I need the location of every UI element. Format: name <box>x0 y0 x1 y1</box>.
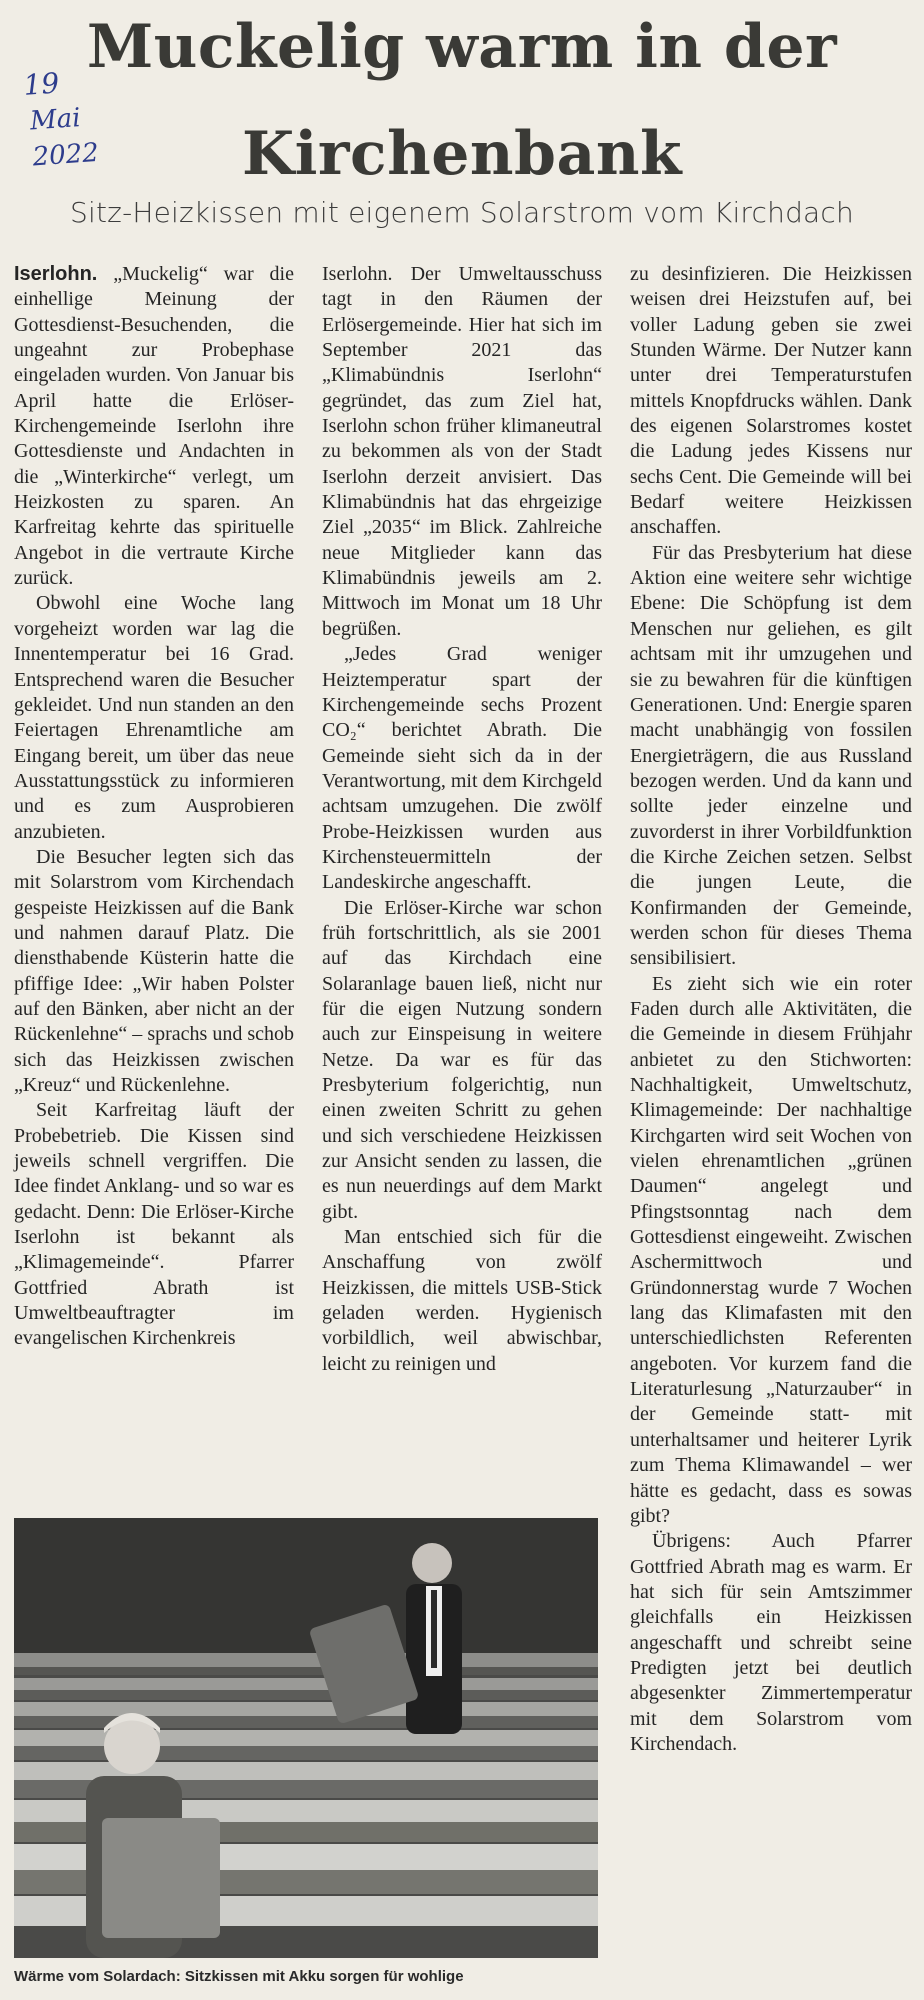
paragraph: Man entschied sich für die Anschaffung von zwölf Heizkissen, die mittels USB-Stick geladen werden. Hygienisch vorbildlich, weil abwischbar, leicht zu reinigen und <box>322 1226 602 1375</box>
church-pews-photo <box>14 1518 598 1958</box>
handwritten-month-year: Mai 2022 <box>29 103 100 173</box>
article-column-2 <box>322 262 602 1377</box>
paragraph: Obwohl eine Woche lang vorgeheizt worden war lag die Innentemperatur bei 16 Grad. Entsprechend waren die Besucher gekleidet. Und nun standen an den Feiertagen Ehrenamtliche am Eingang bereit, um über das neue Ausstattungsstück zu informieren und es zum Ausprobieren anzubieten. <box>14 592 294 843</box>
article-photo <box>14 1518 598 1958</box>
paragraph: Seit Karfreitag läuft der Probebetrieb. Die Kissen sind jeweils schnell vergriffen. Die Idee findet Anklang- und so war es gedacht. Denn: Die Erlöser-Kirche Iserlohn ist bekannt als „Klimagemeinde“. Pfarrer Gottfried Abrath ist Umweltbeauftragter im evangelischen Kirchenkreis <box>14 1099 294 1350</box>
paragraph-text: „Muckelig“ war die einhellige Meinung der Gottesdienst-Besuchenden, die ungeahnt zur Probephase eingeladen wurden. Von Januar bis April hatte die Erlöser-Kirchengemeinde Iserlohn ihre Gottesdienste und Andachten in die „Winterkirche“ verlegt, um Heizkosten zu sparen. An Karfreitag kehrte das spirituelle Angebot in die vertraute Kirche zurück. <box>14 263 294 590</box>
paragraph: Es zieht sich wie ein roter Faden durch alle Aktivitäten, die die Gemeinde in diesem Frühjahr anbietet zu den Stichworten: Nachhaltigkeit, Umweltschutz, Klimagemeinde: Der nachhaltige Kirchgarten wird seit Wochen von vielen ehrenamtlichen „grünen Daumen“ angelegt und Pfingstsonntag nach dem Gottesdienst eingeweiht. Zwischen Aschermittwoch und Gründonnerstag wurde 7 Wochen lang das Klimafasten mit den unterschiedlichsten Referenten angeboten. Vor kurzem fand die Literaturlesung „Naturzauber“ in der Gemeinde statt- mit unterhaltsamer und heiterer Lyrik zum Thema Klimawandel – wer hätte es gedacht, dass es sowas gibt? <box>630 972 912 1527</box>
paragraph: Übrigens: Auch Pfarrer Gottfried Abrath mag es warm. Er hat sich für sein Amtszimmer gleichfalls ein Heizkissen angeschafft und schreibt seine Predigten jetzt bei deutlich abgesenkter Zimmertemperatur mit dem Solarstrom vom Kirchendach. <box>630 1530 912 1755</box>
paragraph: Für das Presbyterium hat diese Aktion eine weitere sehr wichtige Ebene: Die Schöpfung ist dem Menschen nur geliehen, es gilt achtsam mit ihr umzugehen und sie zu bewahren für die künftigen Generationen. Und: Energie sparen macht unabhängig von fossilen Energieträgern, die aus Russland bezogen werden. Und da kann und sollte jeder einzelne und zuvorderst in ihrer Vorbildfunktion die Kirche Zeichen setzen. Selbst die jungen Leute, die Konfirmanden der Gemeinde, werden schon für dieses Thema sensibilisiert. <box>630 541 912 970</box>
handwritten-day: 19 <box>22 66 61 102</box>
paragraph: „Jedes Grad weniger Heiztemperatur spart der Kirchengemeinde sechs Prozent CO₂“ berichtet Abrath. Die Gemeinde sieht sich da in der Verantwortung, mit dem Kirchgeld achtsam umzugehen. Die zwölf Probe-Heizkissen wurden aus Kirchensteuermitteln der Landeskirche angeschafft. <box>322 643 602 894</box>
paragraph: zu desinfizieren. Die Heizkissen weisen drei Heizstufen auf, bei voller Ladung geben sie zwei Stunden Wärme. Der Nutzer kann unter drei Temperaturstufen mittels Knopfdrucks wählen. Dank des eigenen Solarstromes kostet die Ladung jedes Kissens nur sechs Cent. Die Gemeinde will bei Bedarf weitere Heizkissen anschaffen. <box>630 263 912 539</box>
handwritten-date-note <box>22 60 139 175</box>
headline-line-2: Kirchenbank <box>241 119 683 189</box>
subheadline: Sitz-Heizkissen mit eigenem Solarstrom vom Kirchdach <box>70 196 854 229</box>
article-column-1 <box>14 262 294 1352</box>
headline-line-1: Muckelig warm in der <box>86 12 838 82</box>
paragraph <box>14 262 294 591</box>
dateline: Iserlohn. <box>14 263 98 285</box>
back-wall <box>14 1518 598 1668</box>
article-column-3 <box>630 262 912 1757</box>
paragraph: Die Erlöser-Kirche war schon früh fortschrittlich, als sie 2001 auf das Kirchdach eine Solaranlage bauen ließ, nicht nur für die eigen Nutzung sondern auch zur Einspeisung in weitere Netze. Da war es für das Presbyterium folgerichtig, nun einen zweiten Schritt zu gehen und sich verschiedene Heizkissen zur Ansicht senden zu lassen, die es nun neuerdings auf dem Markt gibt. <box>322 896 602 1223</box>
paragraph: Iserlohn. Der Umweltausschuss tagt in den Räumen der Erlösergemeinde. Hier hat sich im September 2021 das „Klimabündnis Iserlohn“ gegründet, das zum Ziel hat, Iserlohn schon früher klimaneutral zu bekommen als von der Stadt Iserlohn derzeit anvisiert. Das Klimabündnis hat das ehrgeizige Ziel „2035“ im Blick. Zahlreiche neue Mitglieder kann das Klimabündnis jeweils am 2. Mittwoch im Monat um 18 Uhr begrüßen. <box>322 263 602 640</box>
paragraph: Die Besucher legten sich das mit Solarstrom vom Kirchendach gespeiste Heizkissen auf die Bank und nahmen darauf Platz. Die diensthabende Küsterin hatte die pfiffige Idee: „Wir haben Polster auf den Bänken, aber nicht an der Rückenlehne“ – sprachs und schob sich das Heizkissen zwischen „Kreuz“ und Rückenlehne. <box>14 845 294 1096</box>
photo-caption: Wärme vom Solardach: Sitzkissen mit Akku sorgen für wohlige <box>14 1968 464 1985</box>
headline <box>0 0 924 208</box>
